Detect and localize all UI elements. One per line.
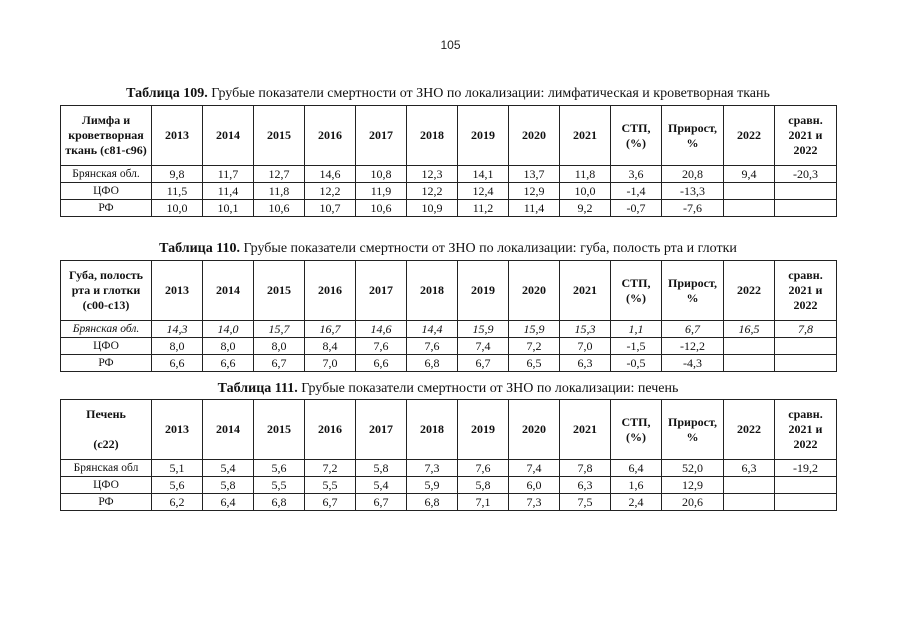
value-cell: 8,0 [254, 338, 305, 355]
year-header: 2020 [509, 261, 560, 321]
table-row [61, 338, 837, 355]
compare-cell: 7,8 [775, 321, 837, 338]
year-header: 2015 [254, 261, 305, 321]
value-cell: 6,8 [407, 494, 458, 511]
value-cell: 7,0 [305, 355, 356, 372]
table-row [61, 494, 837, 511]
year-header: 2014 [203, 400, 254, 460]
table-109-caption-label: Таблица 109. [126, 86, 208, 101]
growth-header: Прирост, % [662, 106, 724, 166]
value-cell: 6,2 [152, 494, 203, 511]
value-cell: 6,4 [203, 494, 254, 511]
value-cell: 5,8 [356, 460, 407, 477]
value-cell: 10,0 [152, 200, 203, 217]
compare-header: сравн. 2021 и 2022 [775, 106, 837, 166]
compare-header: сравн. 2021 и 2022 [775, 400, 837, 460]
value-cell: 6,8 [407, 355, 458, 372]
year-header: 2018 [407, 106, 458, 166]
value-2022-cell [724, 494, 775, 511]
table-109-caption [60, 86, 836, 102]
row-header-cell: Губа, полость рта и глотки (с00-с13) [61, 261, 152, 321]
year-header: 2015 [254, 400, 305, 460]
value-cell: 11,8 [254, 183, 305, 200]
year-header: 2014 [203, 106, 254, 166]
year-header: 2019 [458, 400, 509, 460]
value-cell: 9,2 [560, 200, 611, 217]
compare-cell: -19,2 [775, 460, 837, 477]
value-cell: 6,3 [560, 355, 611, 372]
value-cell: 12,7 [254, 166, 305, 183]
year-header: 2020 [509, 400, 560, 460]
value-cell: 7,6 [356, 338, 407, 355]
value-cell: 13,7 [509, 166, 560, 183]
value-cell: 7,2 [509, 338, 560, 355]
value-cell: 7,3 [509, 494, 560, 511]
table-110-caption-text: Грубые показатели смертности от ЗНО по локализации: губа, полость рта и глотки [239, 241, 737, 256]
value-cell: 11,4 [509, 200, 560, 217]
value-cell: 15,9 [509, 321, 560, 338]
value-cell: 7,4 [458, 338, 509, 355]
value-2022-cell [724, 200, 775, 217]
compare-cell [775, 200, 837, 217]
year-header: 2019 [458, 106, 509, 166]
stp-cell: 1,6 [611, 477, 662, 494]
value-cell: 12,4 [458, 183, 509, 200]
value-cell: 6,6 [152, 355, 203, 372]
value-cell: 15,9 [458, 321, 509, 338]
year-header: 2013 [152, 400, 203, 460]
value-cell: 6,3 [560, 477, 611, 494]
value-cell: 10,8 [356, 166, 407, 183]
table-110-caption-label: Таблица 110. [159, 241, 240, 256]
table-row [61, 321, 837, 338]
table-109 [60, 105, 837, 217]
year-header: 2020 [509, 106, 560, 166]
year-header: 2018 [407, 400, 458, 460]
table-110-caption [60, 241, 836, 257]
value-cell: 7,6 [407, 338, 458, 355]
value-cell: 11,8 [560, 166, 611, 183]
year-header: 2016 [305, 400, 356, 460]
region-cell: ЦФО [61, 477, 152, 494]
value-2022-cell: 16,5 [724, 321, 775, 338]
value-cell: 6,0 [509, 477, 560, 494]
growth-cell: -13,3 [662, 183, 724, 200]
value-cell: 11,5 [152, 183, 203, 200]
value-cell: 14,6 [356, 321, 407, 338]
value-cell: 6,6 [356, 355, 407, 372]
compare-cell [775, 477, 837, 494]
value-cell: 10,1 [203, 200, 254, 217]
value-cell: 8,0 [203, 338, 254, 355]
value-cell: 11,2 [458, 200, 509, 217]
table-header-row [61, 400, 837, 460]
value-cell: 16,7 [305, 321, 356, 338]
value-cell: 6,7 [305, 494, 356, 511]
value-cell: 5,8 [203, 477, 254, 494]
row-header-cell [61, 400, 152, 460]
value-cell: 6,6 [203, 355, 254, 372]
stp-cell: -0,5 [611, 355, 662, 372]
value-cell: 6,5 [509, 355, 560, 372]
value-cell: 6,7 [356, 494, 407, 511]
growth-header: Прирост, % [662, 400, 724, 460]
value-cell: 11,4 [203, 183, 254, 200]
value-cell: 7,5 [560, 494, 611, 511]
value-cell: 5,5 [305, 477, 356, 494]
growth-cell: 20,8 [662, 166, 724, 183]
year-header: 2017 [356, 261, 407, 321]
value-cell: 8,4 [305, 338, 356, 355]
stp-cell: 3,6 [611, 166, 662, 183]
table-row [61, 200, 837, 217]
value-cell: 11,9 [356, 183, 407, 200]
value-cell: 5,4 [356, 477, 407, 494]
value-cell: 7,0 [560, 338, 611, 355]
compare-cell [775, 355, 837, 372]
year-header: 2021 [560, 400, 611, 460]
value-cell: 5,8 [458, 477, 509, 494]
year-header: 2017 [356, 400, 407, 460]
table-row [61, 460, 837, 477]
value-2022-cell: 6,3 [724, 460, 775, 477]
region-cell: ЦФО [61, 338, 152, 355]
stp-header: СТП, (%) [611, 400, 662, 460]
stp-cell: 1,1 [611, 321, 662, 338]
region-cell: ЦФО [61, 183, 152, 200]
year-header: 2015 [254, 106, 305, 166]
value-cell: 5,6 [254, 460, 305, 477]
page-number: 105 [440, 38, 461, 52]
value-cell: 7,6 [458, 460, 509, 477]
value-cell: 7,8 [560, 460, 611, 477]
row-header-line2: (с22) [93, 437, 119, 451]
value-cell: 15,3 [560, 321, 611, 338]
region-cell: Брянская обл. [61, 166, 152, 183]
year-header: 2019 [458, 261, 509, 321]
table-109-caption-text: Грубые показатели смертности от ЗНО по локализации: лимфатическая и кроветворная ткань [207, 86, 770, 101]
year-header: 2021 [560, 261, 611, 321]
region-cell: РФ [61, 200, 152, 217]
value-cell: 5,1 [152, 460, 203, 477]
value-cell: 14,3 [152, 321, 203, 338]
stp-cell: -1,4 [611, 183, 662, 200]
table-111-caption [60, 381, 836, 397]
compare-cell [775, 494, 837, 511]
value-2022-cell [724, 355, 775, 372]
year-header: 2016 [305, 261, 356, 321]
growth-cell: -7,6 [662, 200, 724, 217]
table-row [61, 166, 837, 183]
value-cell: 10,9 [407, 200, 458, 217]
value-cell: 6,8 [254, 494, 305, 511]
value-cell: 14,4 [407, 321, 458, 338]
value-cell: 6,7 [254, 355, 305, 372]
year-2022-header: 2022 [724, 400, 775, 460]
row-header-line1: Печень [86, 407, 126, 421]
value-cell: 5,5 [254, 477, 305, 494]
growth-cell: 20,6 [662, 494, 724, 511]
region-cell: РФ [61, 355, 152, 372]
compare-header: сравн. 2021 и 2022 [775, 261, 837, 321]
value-cell: 7,4 [509, 460, 560, 477]
value-2022-cell [724, 338, 775, 355]
table-row [61, 183, 837, 200]
value-cell: 10,7 [305, 200, 356, 217]
growth-cell: -4,3 [662, 355, 724, 372]
region-cell: Брянская обл. [61, 321, 152, 338]
growth-cell: 12,9 [662, 477, 724, 494]
value-2022-cell: 9,4 [724, 166, 775, 183]
value-cell: 9,8 [152, 166, 203, 183]
value-cell: 12,2 [407, 183, 458, 200]
table-row [61, 355, 837, 372]
year-header: 2016 [305, 106, 356, 166]
compare-cell [775, 338, 837, 355]
stp-cell: -1,5 [611, 338, 662, 355]
growth-header: Прирост, % [662, 261, 724, 321]
region-cell: Брянская обл [61, 460, 152, 477]
compare-cell [775, 183, 837, 200]
value-cell: 10,6 [254, 200, 305, 217]
growth-cell: 52,0 [662, 460, 724, 477]
stp-header: СТП, (%) [611, 106, 662, 166]
value-cell: 12,2 [305, 183, 356, 200]
value-cell: 7,1 [458, 494, 509, 511]
year-header: 2021 [560, 106, 611, 166]
year-header: 2014 [203, 261, 254, 321]
value-cell: 14,6 [305, 166, 356, 183]
year-header: 2013 [152, 106, 203, 166]
year-header: 2018 [407, 261, 458, 321]
value-cell: 5,6 [152, 477, 203, 494]
value-cell: 10,0 [560, 183, 611, 200]
value-cell: 7,3 [407, 460, 458, 477]
table-header-row [61, 106, 837, 166]
table-111-caption-text: Грубые показатели смертности от ЗНО по локализации: печень [297, 381, 679, 396]
value-cell: 12,3 [407, 166, 458, 183]
year-header: 2013 [152, 261, 203, 321]
year-header: 2017 [356, 106, 407, 166]
stp-cell: 6,4 [611, 460, 662, 477]
year-2022-header: 2022 [724, 106, 775, 166]
value-cell: 5,9 [407, 477, 458, 494]
table-header-row [61, 261, 837, 321]
value-cell: 10,6 [356, 200, 407, 217]
value-cell: 11,7 [203, 166, 254, 183]
value-cell: 8,0 [152, 338, 203, 355]
value-cell: 14,1 [458, 166, 509, 183]
stp-cell: 2,4 [611, 494, 662, 511]
growth-cell: 6,7 [662, 321, 724, 338]
table-110 [60, 260, 837, 372]
value-cell: 7,2 [305, 460, 356, 477]
region-cell: РФ [61, 494, 152, 511]
value-2022-cell [724, 477, 775, 494]
table-111-caption-label: Таблица 111. [217, 381, 298, 396]
value-2022-cell [724, 183, 775, 200]
value-cell: 5,4 [203, 460, 254, 477]
compare-cell: -20,3 [775, 166, 837, 183]
table-111 [60, 399, 837, 511]
stp-header: СТП, (%) [611, 261, 662, 321]
table-row [61, 477, 837, 494]
value-cell: 14,0 [203, 321, 254, 338]
stp-cell: -0,7 [611, 200, 662, 217]
growth-cell: -12,2 [662, 338, 724, 355]
row-header-cell: Лимфа и кроветворная ткань (с81-с96) [61, 106, 152, 166]
value-cell: 6,7 [458, 355, 509, 372]
year-2022-header: 2022 [724, 261, 775, 321]
value-cell: 12,9 [509, 183, 560, 200]
value-cell: 15,7 [254, 321, 305, 338]
